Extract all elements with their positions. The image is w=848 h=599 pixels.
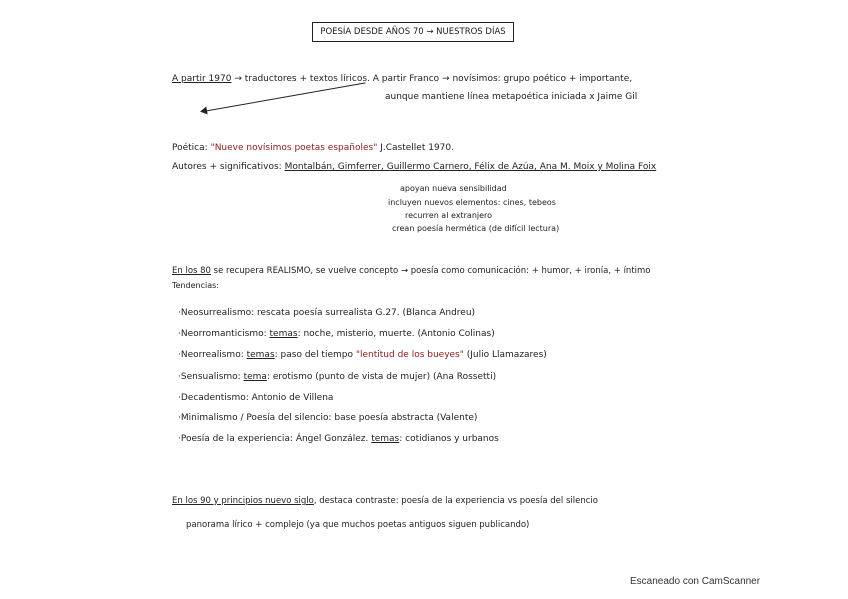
poetica-rest: J.Castellet 1970. — [380, 143, 454, 153]
poetica-title: "Nueve novísimos poetas españoles" — [210, 143, 378, 153]
section-90s-text: , destaca contraste: poesía de la experiencia vs poesía del silencio — [313, 496, 598, 506]
feature-item: apoyan nueva sensibilidad — [400, 184, 507, 193]
trend-text: ·Poesía de la experiencia: Ángel González. — [178, 434, 372, 444]
trend-item — [178, 308, 475, 318]
trend-text: : noche, misterio, muerte. (Antonio Colinas) — [297, 329, 495, 339]
trend-text: : paso del tiempo — [274, 350, 353, 360]
trend-text: ·Neorrealismo: — [178, 350, 247, 360]
authors-list: Montalbán, Gimferrer, Guillermo Carnero, Félix de Azúa, Ana M. Moix y Molina Foix — [284, 162, 657, 172]
trend-item — [178, 393, 333, 403]
section-80s-title: En los 80 — [172, 266, 211, 276]
arrow-left-icon — [199, 106, 207, 115]
trend-underline: tema — [243, 372, 267, 382]
intro-line-2: aunque mantiene línea metapoética iniciada x Jaime Gil — [385, 92, 638, 102]
authors-label: Autores + significativos: — [172, 162, 282, 172]
trend-text: : erotismo (punto de vista de mujer) (Ana Rossetti) — [266, 372, 497, 382]
intro-line-1 — [172, 74, 632, 84]
trend-text: ·Neosurrealismo: rescata poesía surrealista G.27. (Blanca Andreu) — [178, 308, 476, 318]
trend-underline: temas — [246, 350, 275, 360]
feature-item: crean poesía hermética (de difícil lectura) — [392, 224, 560, 233]
poetica-line — [172, 143, 454, 153]
trend-text: ·Sensualismo: — [178, 372, 244, 382]
trend-text: : cotidianos y urbanos — [399, 434, 499, 444]
section-80s-text: se recupera REALISMO, se vuelve concepto → poesía como comunicación: + humor, + ironía, + íntimo — [213, 266, 651, 276]
trend-item — [178, 350, 547, 360]
trend-text: (Julio Llamazares) — [466, 350, 547, 360]
poetica-label: Poética: — [172, 143, 208, 153]
feature-item: recurren al extranjero — [405, 211, 493, 220]
authors-line — [172, 162, 656, 172]
section-90s-line-2: panorama lírico + complejo (ya que muchos poetas antiguos siguen publicando) — [186, 520, 530, 530]
trend-quote: "lentitud de los bueyes" — [355, 350, 464, 360]
page-title: POESÍA DESDE AÑOS 70 → NUESTROS DÍAS — [312, 22, 514, 42]
camscanner-watermark: Escaneado con CamScanner — [630, 576, 761, 587]
trend-item — [178, 372, 496, 382]
trend-text: ·Decadentismo: Antonio de Villena — [178, 393, 334, 403]
tendencias-label: Tendencias: — [172, 281, 219, 290]
trend-underline: temas — [371, 434, 400, 444]
trend-text: ·Neorromanticismo: — [178, 329, 270, 339]
intro-text: → traductores + textos líricos. A partir Franco → novísimos: grupo poético + importante, — [234, 74, 633, 84]
trend-text: ·Minimalismo / Poesía del silencio: base poesía abstracta (Valente) — [178, 413, 478, 423]
trend-item — [178, 434, 499, 444]
feature-item: incluyen nuevos elementos: cines, tebeos — [388, 198, 556, 207]
section-80s-heading — [172, 266, 651, 276]
trend-item — [178, 413, 477, 423]
trend-underline: temas — [269, 329, 298, 339]
section-90s-title: En los 90 y principios nuevo siglo — [172, 496, 314, 506]
intro-heading: A partir 1970 — [172, 74, 232, 84]
trend-item — [178, 329, 495, 339]
arrow-line — [203, 82, 366, 112]
section-90s-line-1 — [172, 496, 598, 506]
